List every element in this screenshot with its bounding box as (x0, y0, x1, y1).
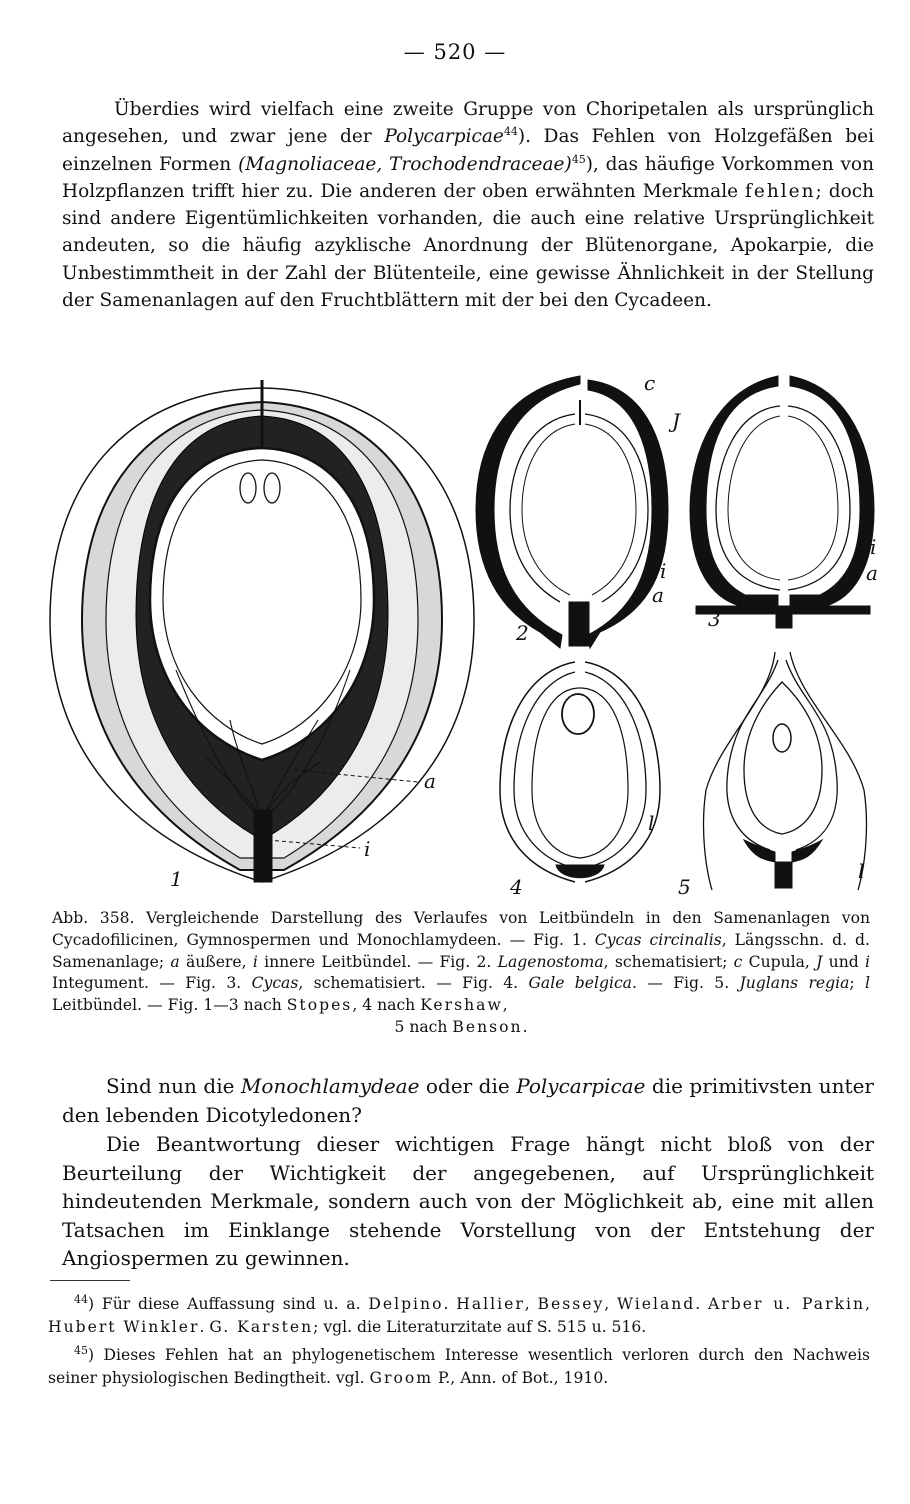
label-i: i (364, 837, 371, 861)
fig1-label: 1 (170, 867, 183, 891)
label-ref: i (864, 952, 870, 971)
taxon-name: Polycarpicae (384, 126, 504, 148)
footnote-number: 44 (74, 1292, 88, 1306)
author-name: Wieland (617, 1295, 696, 1313)
text: ) Dieses Fehlen hat an phylogenetischem Interesse wesentlich verloren durch den Nachweis seiner physiologischen Bedingtheit. vgl. (48, 1346, 870, 1387)
text: , (524, 1295, 538, 1313)
author-name: Arber u. Parkin (708, 1295, 866, 1313)
taxon-name: Juglans regia (739, 974, 850, 993)
author-name: Benson (452, 1017, 523, 1036)
paragraph-answer: Die Beantwortung dieser wichtigen Frage hängt nicht bloß von der Beurteilung der Wichtigkeit der angegebenen, auf Ursprünglichkeit hindeutenden Merkmale, sondern auch von der Möglichkeit ab, eine mit allen Tatsachen im Einklange stehende Vorstellung von der Entstehung der Angiospermen zu gewinnen. (62, 1132, 874, 1270)
footnote-44 (48, 1293, 870, 1339)
fig3-cycas (690, 376, 877, 628)
text: innere Leitbündel. — Fig. 2. (257, 952, 498, 971)
label-ref: l (865, 974, 871, 993)
text: , (604, 1295, 618, 1313)
fig5-label: 5 (678, 875, 691, 899)
taxon-names: (Magnoliaceae, Trochodendraceae) (238, 153, 572, 175)
text: , (502, 996, 508, 1015)
author-name: Groom (369, 1369, 434, 1387)
text: 5 nach (394, 1017, 453, 1036)
paragraph-question (62, 1072, 874, 1129)
text: und (822, 952, 865, 971)
fig2-label: 2 (516, 621, 529, 645)
label-a-fig3: a (866, 561, 878, 585)
text: . (443, 1295, 457, 1313)
footnote-number: 45 (74, 1343, 88, 1357)
text: die primitivsten unter den lebenden Dicotyledonen? (62, 1074, 874, 1127)
text: . — Fig. 5. (631, 974, 740, 993)
author-name: Delpino (368, 1295, 444, 1313)
author-name: Kershaw (420, 996, 503, 1015)
author-name: Hubert Winkler (48, 1318, 200, 1336)
fig4-label: 4 (510, 875, 523, 899)
label-l-fig5: l (858, 859, 865, 883)
figure-358 (0, 370, 910, 900)
text: ; (849, 974, 866, 993)
figure-caption (52, 908, 870, 1039)
taxon-name: Monochlamydeae (240, 1074, 420, 1098)
text: Integument. — Fig. 3. (52, 974, 252, 993)
text: . (695, 1295, 709, 1313)
text: ). Das Fehlen von Holzgefäßen bei einzelnen Formen (62, 126, 874, 175)
text: Cupula, (742, 952, 817, 971)
label-a-fig2: a (652, 583, 664, 607)
label-ref: i (252, 952, 258, 971)
fig3-label: 3 (708, 607, 721, 631)
text: , (865, 1295, 870, 1313)
footnote-rule (50, 1280, 130, 1281)
fig2-lagenostoma (476, 376, 668, 648)
text: , schematisiert. — Fig. 4. (298, 974, 529, 993)
text: ), das häufige Vorkommen von Holzpflanzen trifft hier zu. Die anderen der oben erwähnten Merkmale (62, 153, 874, 202)
label-a: a (424, 769, 436, 793)
taxon-name: Lagenostoma (497, 952, 604, 971)
footnote-45 (48, 1344, 870, 1390)
paragraph-polycarpicae (62, 96, 874, 314)
text: oder die (419, 1074, 517, 1098)
emphasized-word: fehlen (745, 180, 816, 202)
text: P., Ann. of Bot., 1910. (433, 1369, 609, 1387)
label-i-fig3: i (870, 535, 877, 559)
text: äußere, (179, 952, 253, 971)
text: , schematisiert; (603, 952, 734, 971)
author-name: Hallier (456, 1295, 525, 1313)
author-name: Bessey (537, 1295, 605, 1313)
label-ref: J (816, 952, 823, 971)
text: Sind nun die (106, 1074, 241, 1098)
fig1-cycas-ovule (50, 380, 474, 882)
taxon-name: Polycarpicae (516, 1074, 646, 1098)
text: , Längsschn. d. d. Samenanlage; (52, 930, 870, 971)
text: Abb. 358. Vergleichende Darstellung des Verlaufes von Leitbündeln in den Samenanlagen von Cycadofilicinen, Gymnospermen und Monochlamydeen. — Fig. 1. (52, 909, 870, 949)
taxon-name: Cycas circinalis (594, 930, 722, 949)
text: . (522, 1017, 528, 1036)
text: ; doch sind andere Eigentümlichkeiten vorhanden, die auch eine relative Ursprünglichkeit andeuten, so die häufig azyklische Anordnung der Blütenorgane, Apokarpie, die Unbestimmtheit in der Zahl der Blütenteile, eine gewisse Ähnlichkeit in der Stellung der Samenanlagen auf den Fruchtblättern mit der bei den Cycadeen. (62, 180, 875, 312)
label-c: c (644, 371, 656, 395)
fig5-juglans-regia (704, 652, 867, 890)
author-name: G. Karsten (209, 1318, 314, 1336)
taxon-name: Cycas (251, 974, 299, 993)
text: Leitbündel. — Fig. 1—3 nach (52, 996, 287, 1015)
taxon-name: Gale belgica (528, 974, 632, 993)
label-l-fig4: l (648, 811, 655, 835)
text: Überdies wird vielfach eine zweite Gruppe von Choripetalen als ursprünglich angesehen, und zwar jene der (62, 99, 874, 148)
label-ref: c (733, 952, 743, 971)
page-number: — 520 — (403, 40, 507, 64)
label-ref: a (170, 952, 180, 971)
footnote-ref: 45 (571, 152, 586, 166)
author-name: Stopes (286, 996, 353, 1015)
text: ) Für diese Auffassung sind u. a. (88, 1295, 369, 1313)
label-J: J (672, 409, 681, 433)
footnote-ref: 44 (503, 125, 518, 139)
text: , 4 nach (352, 996, 421, 1015)
caption-last-line (52, 1017, 870, 1039)
label-i-fig2: i (660, 559, 667, 583)
fig4-gale-belgica (500, 662, 660, 882)
text: ; vgl. die Literaturzitate auf S. 515 u. 516. (313, 1318, 647, 1336)
text: . (199, 1318, 210, 1336)
